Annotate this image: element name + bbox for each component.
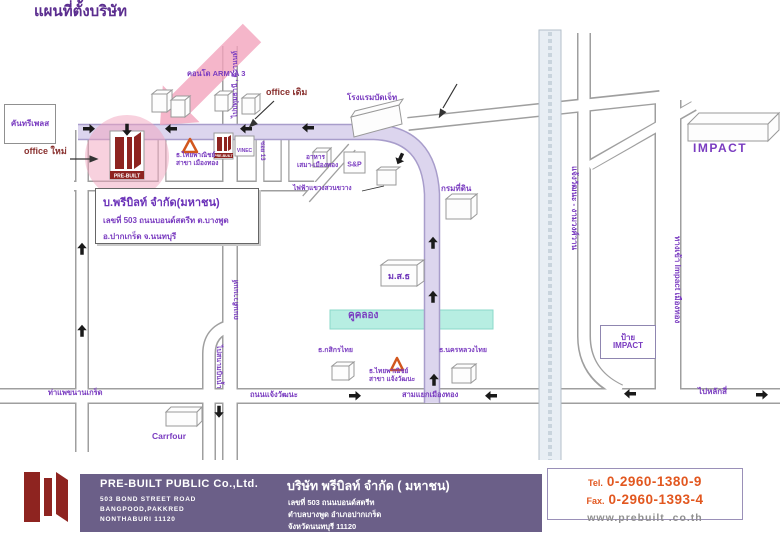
expressway-band xyxy=(539,30,561,460)
company-address-line2: อ.ปากเกร็ด จ.นนทบุรี xyxy=(103,232,177,241)
to-laksi-label: ไปหลักสี่ xyxy=(698,387,728,396)
footer-address-en-3: NONTHABURI 11120 xyxy=(100,516,176,523)
page-title: แผนที่ตั้งบริษัท xyxy=(34,3,128,20)
canal-label: คูคลอง xyxy=(348,310,379,321)
junction-label: สามแยกเมืองทอง xyxy=(402,390,459,399)
scb-chaengwattana-label1: ธ.ไทยพาณิชย์ xyxy=(369,368,409,375)
tel-label: Tel. xyxy=(588,478,603,488)
footer-address-th-2: ตำบลบางพูด อำเภอปากเกร็ด xyxy=(288,510,382,519)
footer-company-name-th: บริษัท พรีบิลท์ จำกัด ( มหาชน) xyxy=(287,479,450,493)
tiwanon-road-label: ถนนติวานนท์ xyxy=(233,279,240,320)
tel-row xyxy=(548,473,742,491)
expressway-label: แจ้งวัฒนะ - งามวงศ์วาน xyxy=(570,166,579,250)
hotel-label: โรงแรมบัดเจ็ท xyxy=(347,93,398,102)
scb-muangthong-label1: ธ.ไทยพาณิชย์ xyxy=(176,152,216,159)
land-dept-label: กรมที่ดิน xyxy=(441,184,472,193)
footer-address-en-2: BANGPOOD,PAKKRED xyxy=(100,506,185,513)
prebuilt-old-office-icon xyxy=(214,133,234,159)
sp-label: S&P xyxy=(347,161,362,169)
fax-row xyxy=(548,491,742,509)
pier-label: ท่าแพขนานเกร็ด xyxy=(48,388,103,397)
restaurant-label2: เสมา-เมืองทอง xyxy=(297,162,339,169)
impact-label: IMPACT xyxy=(693,141,748,155)
restaurant-label1: อาหาร xyxy=(306,154,325,161)
kbank-label: ธ.กสิกรไทย xyxy=(318,347,353,354)
scbt-building-icon xyxy=(452,364,476,383)
country-place-label: คันทรีเพลส xyxy=(10,118,50,128)
land-dept-building-icon xyxy=(446,194,477,219)
prebuilt-new-label: PRE-BUILT xyxy=(113,173,141,180)
buildings xyxy=(152,87,779,426)
company-info-box xyxy=(95,188,259,244)
scb-chaengwattana-label2: สาขา แจ้งวัฒนะ xyxy=(369,376,416,383)
footer-address-en-1: 503 BOND STREET ROAD xyxy=(100,496,197,503)
prebuilt-old-label: PRE-BUILT xyxy=(214,154,233,158)
to-pathumthani-label: ไปปทุมธานี , ติวานนท์ xyxy=(232,50,239,118)
soi13-label: ซอย 13 xyxy=(259,141,265,161)
condo-label: คอนโด ARMYA 3 xyxy=(187,69,246,78)
footer-address-th-3: จังหวัดนนทบุรี 11120 xyxy=(288,522,357,531)
tel-number: 0-2960-1380-9 xyxy=(606,474,702,489)
carrefour-building-icon xyxy=(166,407,202,426)
university-label: ม.ส.ธ xyxy=(388,271,410,281)
footer-company-name-en: PRE-BUILT PUBLIC Co.,Ltd. xyxy=(100,478,259,490)
utility-building-icon xyxy=(377,167,400,185)
office-new-label: office ใหม่ xyxy=(24,146,67,156)
scb-logo-muangthong-icon xyxy=(183,139,197,152)
contact-box xyxy=(547,468,743,524)
vinec-label: VINEC xyxy=(236,148,253,154)
carrefour-label: Carrfour xyxy=(152,431,187,441)
scbt-label: ธ.นครหลวงไทย xyxy=(439,347,487,354)
impact-sign-line2: IMPACT xyxy=(612,341,644,350)
fax-label: Fax. xyxy=(586,496,605,507)
company-name: บ.พรีบิลท์ จำกัด(มหาชน) xyxy=(103,197,220,209)
impact-building-icon xyxy=(688,113,779,141)
office-old-label: office เดิม xyxy=(266,87,308,97)
prebuilt-logo-icon xyxy=(18,468,74,530)
power-station-label: ไฟฟ้าแขวงสวนขวาง xyxy=(293,185,352,192)
impact-sign-box xyxy=(600,325,656,359)
to-sanambinnam-label: ไปสนามบินน้ำ xyxy=(215,345,222,389)
chaengwattana-road-label: ถนนแจ้งวัฒนะ xyxy=(250,390,298,399)
kbank-building-icon xyxy=(332,362,354,380)
impact-sign-line1: ป้าย xyxy=(620,332,636,342)
country-place-box xyxy=(4,104,56,144)
website-label: www.prebuilt .co.th xyxy=(587,511,703,524)
route-arrow-curve-icon xyxy=(393,151,407,166)
scb-muangthong-label2: สาขา เมืองทอง xyxy=(176,160,219,167)
company-address-line1: เลขที่ 503 ถนนบอนด์สตรีท ต.บางพูด xyxy=(103,216,229,225)
fax-number: 0-2960-1393-4 xyxy=(608,492,704,508)
prebuilt-new-office-icon xyxy=(110,131,144,180)
footer-address-th-1: เลขที่ 503 ถนนบอนด์สตรีท xyxy=(288,498,375,507)
impact-gate-label: ทางเข้า Impact เมืองทอง xyxy=(673,236,682,324)
